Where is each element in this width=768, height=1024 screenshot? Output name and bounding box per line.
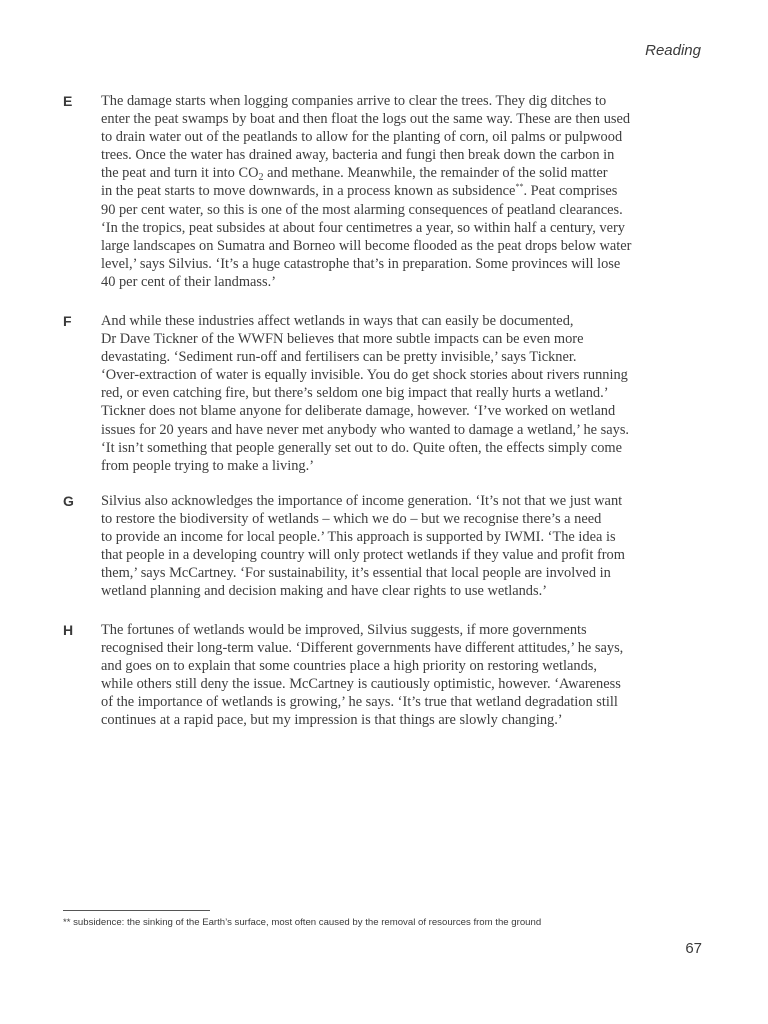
text-line: while others still deny the issue. McCartney is cautiously optimistic, however. ‘Awareness: [101, 676, 621, 693]
text-line: them,’ says McCartney. ‘For sustainability, it’s essential that local people are involved in: [101, 565, 611, 582]
subscript: 2: [258, 172, 264, 184]
text-line: of the importance of wetlands is growing,’ he says. ‘It’s true that wetland degradation still: [101, 694, 618, 711]
text-line: Dr Dave Tickner of the WWFN believes that more subtle impacts can be even more: [101, 331, 584, 348]
text-line: that people in a developing country will only protect wetlands if they value and profit from: [101, 547, 625, 564]
text-line: wetland planning and decision making and have clear rights to use wetlands.’: [101, 583, 547, 600]
section-letter: F: [63, 313, 72, 329]
text-line: [101, 182, 713, 200]
text-line: The damage starts when logging companies arrive to clear the trees. They dig ditches to: [101, 93, 607, 109]
paragraph: [101, 312, 713, 475]
text-line: Silvius also acknowledges the importance of income generation. ‘It’s not that we just want: [101, 493, 623, 509]
page-number: 67: [685, 940, 702, 957]
text-line: ‘In the tropics, peat subsides at about four centimetres a year, so within half a century, very: [101, 219, 625, 236]
footnote: ** subsidence: the sinking of the Earth’s surface, most often caused by the removal of resources from the ground: [63, 917, 542, 928]
text-line: level,’ says Silvius. ‘It’s a huge catastrophe that’s in preparation. Some provinces will lose: [101, 255, 621, 272]
text-line: to provide an income for local people.’ This approach is supported by IWMI. ‘The idea is: [101, 529, 616, 546]
text-line: to restore the biodiversity of wetlands – which we do – but we recognise there’s a need: [101, 511, 602, 528]
text-segment: in the peat starts to move downwards, in a process known as subsidence: [101, 183, 516, 200]
text-line: large landscapes on Sumatra and Borneo will become flooded as the peat drops below water: [101, 237, 632, 254]
text-line: [101, 164, 713, 182]
text-line: And while these industries affect wetlands in ways that can easily be documented,: [101, 313, 574, 329]
paragraph: [101, 92, 713, 291]
text-line: 90 per cent water, so this is one of the most alarming consequences of peatland clearances.: [101, 201, 623, 218]
footnote-divider: [63, 910, 210, 911]
text-line: enter the peat swamps by boat and then float the logs out the same way. These are then used: [101, 111, 631, 128]
text-segment: and methane. Meanwhile, the remainder of the solid matter: [263, 165, 608, 182]
footnote-marker: **: [515, 182, 524, 192]
text-line: issues for 20 years and have never met anybody who wanted to damage a wetland,’ he says.: [101, 421, 630, 438]
text-segment: the peat and turn it into CO: [101, 165, 259, 182]
section-letter: E: [63, 93, 73, 109]
paragraph: [101, 492, 713, 601]
text-line: recognised their long-term value. ‘Different governments have different attitudes,’ he says,: [101, 640, 624, 657]
text-line: continues at a rapid pace, but my impression is that things are slowly changing.’: [101, 712, 563, 729]
text-line: and goes on to explain that some countries place a high priority on restoring wetlands,: [101, 658, 597, 675]
text-line: devastating. ‘Sediment run-off and fertilisers can be pretty invisible,’ says Tickner.: [101, 349, 577, 366]
text-line: The fortunes of wetlands would be improved, Silvius suggests, if more governments: [101, 622, 587, 638]
section-letter: H: [63, 622, 74, 638]
section-letter: G: [63, 493, 74, 509]
text-line: to drain water out of the peatlands to allow for the planting of corn, oil palms or pulpwood: [101, 129, 623, 146]
text-line: red, or even catching fire, but there’s seldom one big impact that really hurts a wetland.’: [101, 385, 609, 402]
text-line: from people trying to make a living.’: [101, 457, 315, 474]
paragraph: [101, 621, 713, 730]
text-line: ‘It isn’t something that people generally set out to do. Quite often, the effects simply come: [101, 439, 623, 456]
text-segment: . Peat comprises: [523, 183, 618, 200]
running-header: Reading: [645, 42, 701, 59]
text-line: 40 per cent of their landmass.’: [101, 273, 277, 290]
text-line: trees. Once the water has drained away, bacteria and fungi then break down the carbon in: [101, 147, 615, 164]
text-line: Tickner does not blame anyone for deliberate damage, however. ‘I’ve worked on wetland: [101, 403, 616, 420]
text-line: ‘Over-extraction of water is equally invisible. You do get shock stories about rivers running: [101, 367, 628, 384]
